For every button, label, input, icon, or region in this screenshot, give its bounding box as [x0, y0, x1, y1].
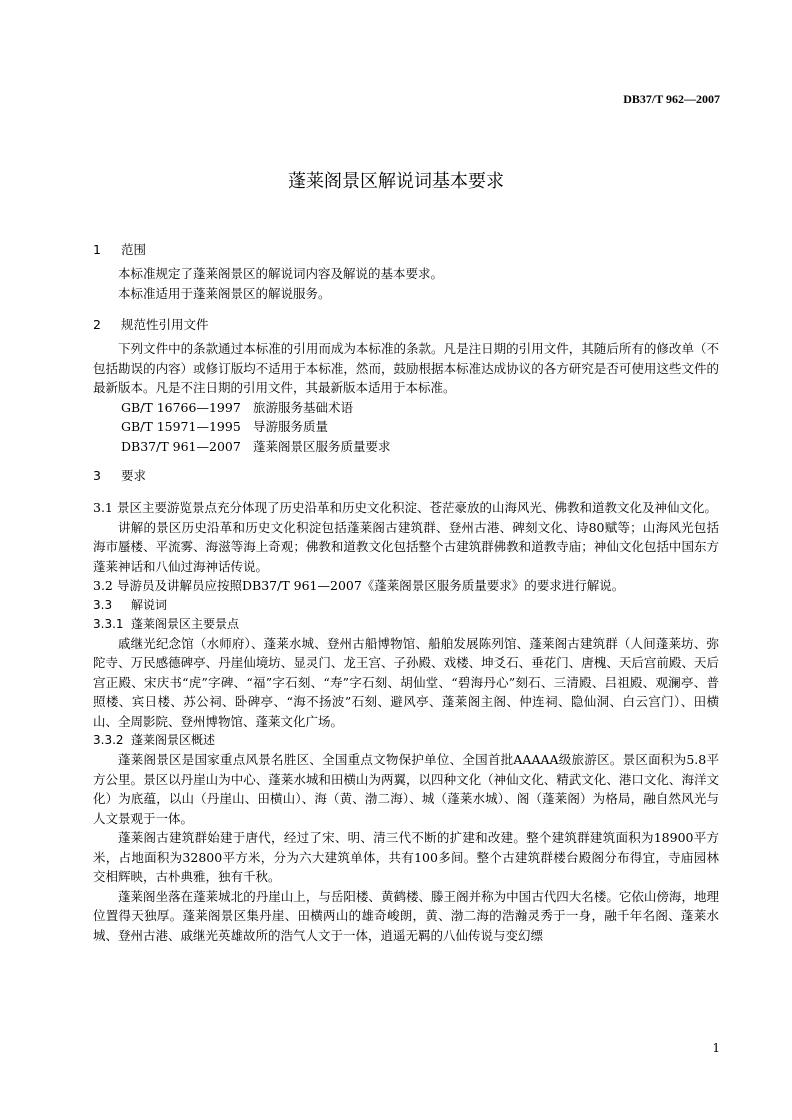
paragraph: 下列文件中的条款通过本标准的引用而成为本标准的条款。凡是注日期的引用文件，其随后所有的修改单（不包括勘误的内容）或修订版均不适用于本标准，然而，鼓励根据本标准达成协议的各方研究是否可使用这些文件的最新版本。凡是不注日期的引用文件，其最新版本适用于本标准。 — [93, 341, 719, 395]
paragraph: 蓬莱阁景区是国家重点风景名胜区、全国重点文物保护单位、全国首批AAAAA级旅游区。景区面积为5.8平方公里。景区以丹崖山为中心、蓬莱水城和田横山为两翼，以四种文化（神仙文化、精武文化、港口文化、海洋文化）为底蕴，以山（丹崖山、田横山）、海（黄、渤二海）、城（蓬莱水城）、阁（蓬莱阁）为格局，融自然风光与人文景观于一体。 — [93, 752, 719, 826]
clause-3-3-heading — [93, 596, 719, 615]
reference-name: 旅游服务基础术语 — [253, 399, 354, 415]
clause-3-3-2-heading — [93, 731, 719, 750]
section-title: 规范性引用文件 — [121, 317, 209, 332]
reference-item — [93, 398, 719, 418]
section-3-heading — [93, 466, 719, 486]
clause-3-2 — [93, 576, 719, 596]
clause-number: 3.3 — [93, 597, 113, 612]
reference-code: GB/T 15971—1995 — [121, 419, 241, 434]
paragraph: 讲解的景区历史沿革和历史文化积淀包括蓬莱阁古建筑群、登州古港、碑刻文化、诗80赋等；山海风光包括海市蜃楼、平流雾、海滋等海上奇观；佛教和道教文化包括整个古建筑群佛教和道教寺庙；神仙文化包括中国东方蓬莱神话和八仙过海神话传说。 — [93, 519, 719, 574]
paragraph: 蓬莱阁坐落在蓬莱城北的丹崖山上，与岳阳楼、黄鹤楼、滕王阁并称为中国古代四大名楼。它依山傍海，地理位置得天独厚。蓬莱阁景区集丹崖、田横两山的雄奇峻朗，黄、渤二海的浩瀚灵秀于一身，融千年名阁、蓬莱水城、登州古港、戚继光英雄故所的浩气人文于一体，逍遥无羁的八仙传说与变幻缥 — [93, 888, 719, 943]
paragraph: 戚继光纪念馆（水师府）、蓬莱水城、登州古船博物馆、船舶发展陈列馆、蓬莱阁古建筑群（人间蓬莱坊、弥陀寺、万民感德碑亭、丹崖仙境坊、显灵门、龙王宫、子孙殿、戏楼、坤爻石、垂花门、唐槐、天后宫前殿、天后宫正殿、宋庆书“虎”字碑、“福”字石刻、“寿”字石刻、胡仙堂、“碧海丹心”刻石、三清殿、吕祖殿、观澜亭、普照楼、宾日楼、苏公祠、卧碑亭、“海不扬波”石刻、避风亭、蓬莱阁主阁、仲连祠、隐仙洞、白云宫门）、田横山、全周影院、登州博物馆、蓬莱文化广场。 — [93, 635, 719, 729]
clause-3-1 — [93, 498, 719, 518]
section-number: 3 — [93, 468, 101, 483]
paragraph: 蓬莱阁古建筑群始建于唐代，经过了宋、明、清三代不断的扩建和改建。整个建筑群建筑面积为18900平方米，占地面积为32800平方米，分为六大建筑单体，共有100多间。整个古建筑群楼台殿阁分布得宜，寺庙园林交相辉映，古朴典雅，独有千秋。 — [93, 830, 719, 884]
reference-name: 导游服务质量 — [253, 419, 329, 434]
section-title: 范围 — [121, 242, 147, 257]
clause-number: 3.2 — [93, 578, 113, 593]
clause-number: 3.3.1 — [93, 616, 124, 631]
document-body — [93, 240, 719, 945]
section-1-heading — [93, 240, 719, 260]
paragraph: 本标准适用于蓬莱阁景区的解说服务。 — [118, 285, 331, 301]
page-number: 1 — [712, 1041, 720, 1055]
clause-title: 蓬莱阁景区主要景点 — [131, 616, 240, 631]
reference-item — [93, 417, 719, 437]
reference-code: GB/T 16766—1997 — [121, 399, 241, 415]
clause-number: 3.3.2 — [93, 733, 124, 747]
reference-code: DB37/T 961—2007 — [121, 438, 241, 454]
clause-title: 蓬莱阁景区概述 — [131, 733, 216, 747]
clause-text: 景区主要游览景点充分体现了历史沿革和历史文化积淀、苍茫豪放的山海风光、佛教和道教文化及神仙文化。 — [117, 500, 718, 515]
section-number: 2 — [93, 317, 101, 332]
clause-text: 导游员及讲解员应按照DB37/T 961—2007《蓬莱阁景区服务质量要求》的要求进行解说。 — [117, 578, 625, 593]
paragraph: 本标准规定了蓬莱阁景区的解说词内容及解说的基本要求。 — [118, 266, 444, 281]
reference-item — [93, 437, 719, 457]
clause-title: 解说词 — [131, 597, 168, 612]
section-2-heading — [93, 315, 719, 335]
section-title: 要求 — [121, 468, 147, 483]
clause-3-3-1-heading — [93, 615, 719, 634]
standard-code: DB37/T 962—2007 — [623, 92, 720, 106]
section-number: 1 — [93, 242, 101, 257]
reference-name: 蓬莱阁景区服务质量要求 — [253, 438, 391, 454]
document-title: 蓬莱阁景区解说词基本要求 — [288, 171, 504, 192]
clause-number: 3.1 — [93, 500, 113, 515]
